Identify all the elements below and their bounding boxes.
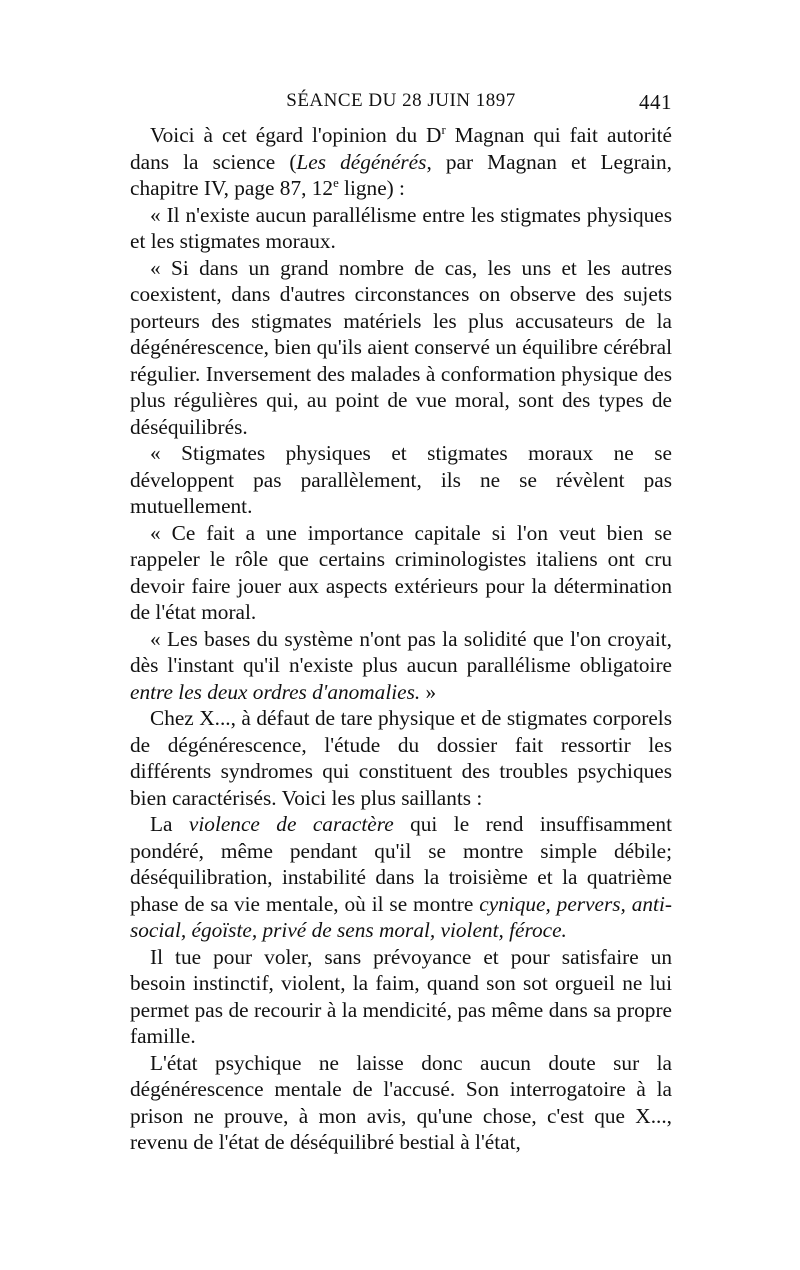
paragraph-9: Il tue pour voler, sans prévoyance et pour satisfaire un besoin instinctif, violent, la faim, quand son sot orgueil ne lui permet pas de recourir à la mendicité, pas même dans sa propre famille.	[130, 944, 672, 1048]
running-head	[130, 90, 672, 118]
running-head-title: SÉANCE DU 28 JUIN 1897	[286, 90, 516, 111]
page-number: 441	[639, 90, 672, 114]
paragraph-1: Voici à cet égard l'opinion du $D^r$ Magnan qui fait autorité dans la science (Les dégénérés, par Magnan et Legrain, chapitre IV, page 87, 12e ligne) :	[130, 122, 672, 200]
body-text	[130, 122, 672, 1156]
book-page	[130, 90, 672, 1156]
paragraph-10: L'état psychique ne laisse donc aucun doute sur la dégénérescence mentale de l'accusé. Son interrogatoire à la prison ne prouve, à mon avis, qu'une chose, c'est que X..., revenu de l'état de déséquilibré bestial à l'état,	[130, 1050, 672, 1154]
paragraph-3: « Si dans un grand nombre de cas, les uns et les autres coexistent, dans d'autres circonstances on observe des sujets porteurs des stigmates matériels les plus accusateurs de la dégénérescence, bien qu'ils aient conservé un équilibre cérébral régulier. Inversement des malades à conformation physique des plus régulières qui, au point de vue moral, sont des types de déséquilibrés.	[130, 255, 672, 439]
paragraph-5: « Ce fait a une importance capitale si l'on veut bien se rappeler le rôle que certains criminologistes italiens ont cru devoir faire jouer aux aspects extérieurs pour la détermination de l'état moral.	[130, 520, 672, 624]
paragraph-2: « Il n'existe aucun parallélisme entre les stigmates physiques et les stigmates moraux.	[130, 202, 672, 253]
paragraph-4: « Stigmates physiques et stigmates moraux ne se développent pas parallèlement, ils ne se révèlent pas mutuellement.	[130, 441, 672, 518]
paragraph-7: Chez X..., à défaut de tare physique et de stigmates corporels de dégénérescence, l'étude du dossier fait ressortir les différents syndromes qui constituent des troubles psychiques bien caractérisés. Voici les plus saillants :	[130, 706, 672, 810]
paragraph-6: « Les bases du système n'ont pas la solidité que l'on croyait, dès l'instant qu'il n'existe plus aucun parallélisme obligatoire entre les deux ordres d'anomalies. »	[130, 626, 672, 704]
paragraph-8: La violence de caractère qui le rend insuffisamment pondéré, même pendant qu'il se montre simple débile; déséquilibration, instabilité dans la troisième et la quatrième phase de sa vie mentale, où il se montre cynique, pervers, anti-social, égoïste, privé de sens moral, violent, féroce.	[130, 812, 672, 942]
